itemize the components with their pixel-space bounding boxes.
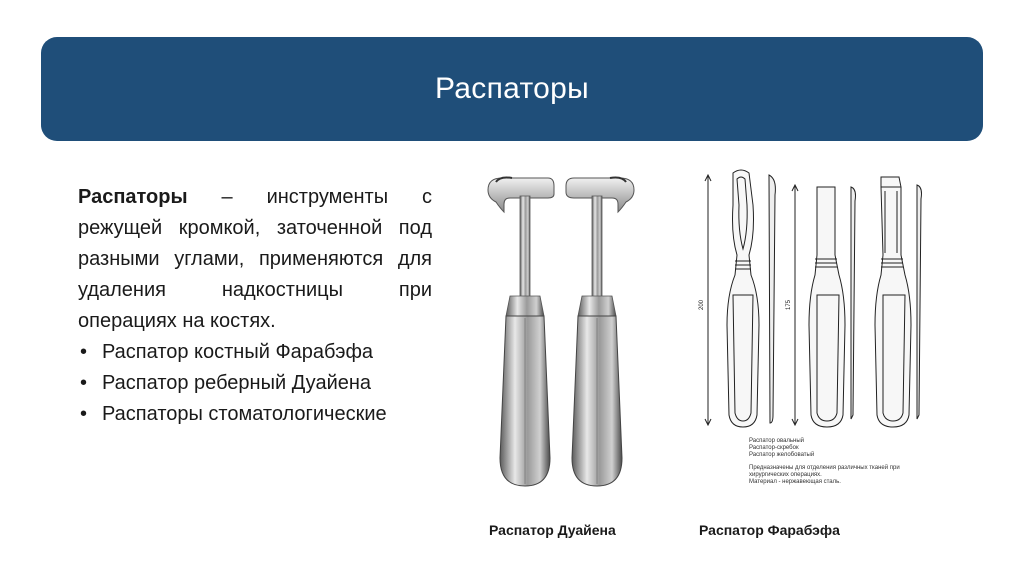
doyen-raspatory-image	[470, 168, 660, 498]
spec-line: Распатор овальный	[749, 438, 805, 444]
bullet-item: • Распатор костный Фарабэфа	[78, 337, 432, 368]
bullet-item: • Распаторы стоматологические	[78, 399, 432, 430]
raspatory-scraper-drawing	[809, 187, 856, 427]
dimension-label-175: 175	[786, 299, 792, 311]
spec-line: Материал - нержавеющая сталь.	[749, 479, 841, 486]
raspatory-oval-drawing	[727, 170, 775, 427]
spec-line: Распатор-скребок	[749, 445, 799, 452]
spec-line: Предназначены для отделения различных тканей при хирургических операциях.	[749, 464, 900, 478]
definition-term: Распаторы	[78, 186, 188, 208]
raspatory-grooved-drawing	[875, 177, 922, 427]
bullet-item: • Распатор реберный Дуайена	[78, 368, 432, 399]
spec-line: Распатор желобоватый	[749, 452, 815, 459]
body-text	[78, 182, 432, 430]
title-banner	[41, 37, 983, 141]
caption-farabeuf: Распатор Фарабэфа	[699, 522, 840, 538]
definition-paragraph	[78, 182, 432, 337]
doyen-right-instrument	[566, 178, 634, 487]
doyen-left-instrument	[488, 178, 554, 487]
slide-title: Распаторы	[434, 72, 589, 105]
definition-text: – инструменты с режущей кромкой, заточенной под разными углами, применяются для удаления надкостницы при операциях на костях.	[78, 186, 432, 332]
specification-text	[749, 438, 939, 486]
bullet-list	[78, 337, 432, 430]
dimension-label-200: 200	[699, 299, 705, 311]
caption-doyen: Распатор Дуайена	[489, 522, 616, 538]
